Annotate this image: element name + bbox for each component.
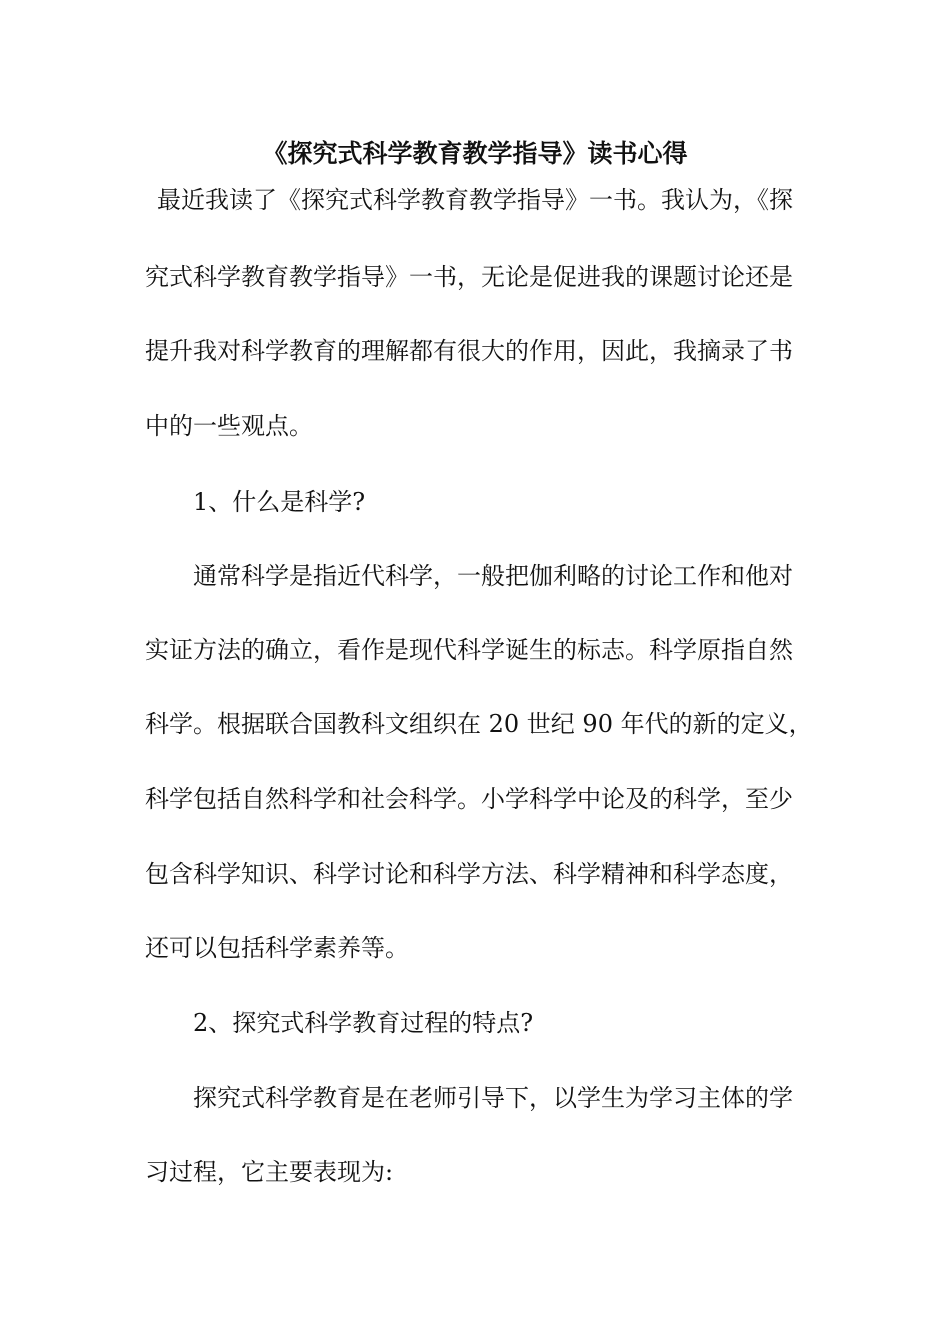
- paragraph-line: 最近我读了《探究式科学教育教学指导》一书。我认为，《探: [157, 186, 793, 214]
- paragraph-line: 实证方法的确立，看作是现代科学诞生的标志。科学原指自然: [145, 636, 793, 664]
- paragraph-line: 探究式科学教育是在老师引导下，以学生为学习主体的学: [193, 1084, 793, 1112]
- paragraph-line: 科学包括自然科学和社会科学。小学科学中论及的科学，至少: [145, 785, 793, 813]
- document-title: 《探究式科学教育教学指导》读书心得: [262, 139, 688, 168]
- paragraph-line: 习过程，它主要表现为:: [145, 1158, 394, 1186]
- paragraph-line: 科学。根据联合国教科文组织在 20 世纪 90 年代的新的定义，: [145, 710, 813, 738]
- paragraph-line: 究式科学教育教学指导》一书，无论是促进我的课题讨论还是: [145, 263, 793, 291]
- section-heading: 2、探究式科学教育过程的特点?: [193, 1009, 534, 1037]
- paragraph-line: 通常科学是指近代科学，一般把伽利略的讨论工作和他对: [193, 562, 793, 590]
- paragraph-line: 中的一些观点。: [145, 412, 313, 440]
- paragraph-line: 包含科学知识、科学讨论和科学方法、科学精神和科学态度，: [145, 860, 793, 888]
- section-heading: 1、什么是科学?: [193, 488, 366, 516]
- paragraph-line: 还可以包括科学素养等。: [145, 934, 409, 962]
- paragraph-line: 提升我对科学教育的理解都有很大的作用，因此，我摘录了书: [145, 337, 793, 365]
